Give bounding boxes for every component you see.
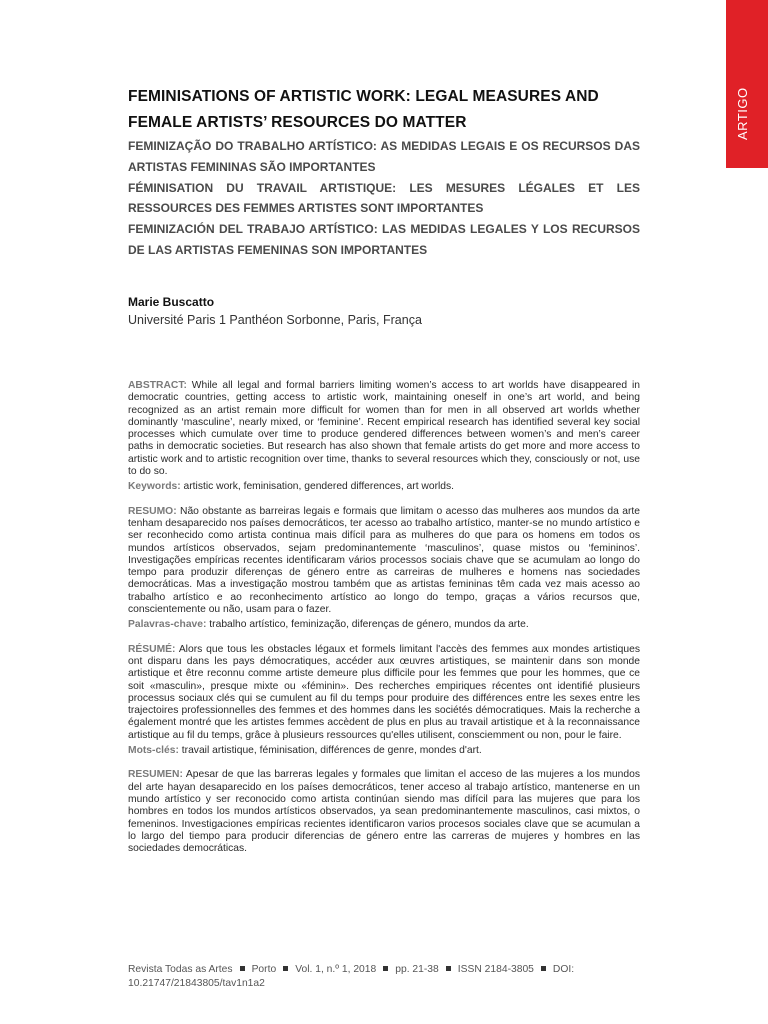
keywords-french-text: travail artistique, féminisation, différences de genre, mondes d'art.: [178, 745, 482, 757]
section-tab-label: ARTIGO: [735, 87, 750, 140]
footer-doi-label: DOI:: [552, 964, 575, 975]
abstract-portuguese-label: RESUMO:: [128, 505, 177, 517]
abstract-portuguese-text: Não obstante as barreiras legais e formais que limitam o acesso das mulheres aos mundos da arte tenham desaparecido nos países democráticos, ter acesso ao trabalho artístico, manter-se no mundo artístico e ser reconhecido como artista continua mais difícil para as mulheres do que para os homens em todos os mundos artísticos observados, sejam predominantemente ‘masculinos’, quase mistos ou ‘femininos’. Investigações empíricas recentes identificaram vários processos sociais chave que se acumulam ao longo do tempo para produzir diferenças de género entre as carreiras de mulheres e homens nas sociedades democráticas. Mas a investigação mostrou também que as artistas femininas têm cada vez mais acesso ao trabalho artístico e ao reconhecimento artístico ao longo do tempo, graças a vários recursos que, conscientemente ou não, usam para o fazer.: [128, 505, 640, 616]
article-title-line-2: FEMALE ARTISTS’ RESOURCES DO MATTER: [128, 114, 467, 131]
keywords-french: [128, 745, 640, 757]
footer-city: Porto: [251, 964, 277, 975]
abstract-portuguese-body: [128, 506, 640, 617]
abstract-spanish-body: [128, 769, 640, 855]
abstract-spanish-text: Apesar de que las barreras legales y formales que limitan el acceso de las mujeres a los mundos del arte hayan desaparecido en los países democráticos, tener acceso al trabajo artístico, mantenerse en un mundo artístico y ser reconocido como artista continúan siendo mas difícil para las mujeres que para los hombres en todos los mundos artísticos observados, ya sean predominantemente masculinos, casi mixtos, o femeninos. Investigaciones empíricas recientes identificaron varios procesos sociales clave que se acumulan a lo largo del tiempo para producir diferencias de género entre las carreras de mujeres y hombres en las sociedades democráticas.: [128, 769, 640, 855]
separator-square-icon: [283, 966, 288, 971]
separator-square-icon: [446, 966, 451, 971]
abstract-portuguese: [128, 506, 640, 632]
abstracts: [128, 380, 640, 855]
article-header: [128, 84, 640, 867]
author-affiliation: Université Paris 1 Panthéon Sorbonne, Paris, França: [128, 313, 422, 327]
abstract-spanish-label: RESUMEN:: [128, 769, 183, 781]
subtitle-french: FÉMINISATION DU TRAVAIL ARTISTIQUE: LES MESURES LÉGALES ET LES RESSOURCES DES FEMMES ARTISTES SONT IMPORTANTES: [128, 180, 640, 215]
subtitle-portuguese: FEMINIZAÇÃO DO TRABALHO ARTÍSTICO: AS MEDIDAS LEGAIS E OS RECURSOS DAS ARTISTAS FEMININAS SÃO IMPORTANTES: [128, 139, 640, 174]
footer-issn: ISSN 2184-3805: [457, 964, 534, 975]
footer-journal: Revista Todas as Artes: [128, 964, 233, 975]
abstract-english-label: ABSTRACT:: [128, 380, 187, 391]
keywords-english: [128, 481, 640, 493]
keywords-french-label: Mots-clés:: [128, 745, 179, 757]
keywords-portuguese-label: Palavras-chave:: [128, 619, 207, 631]
article-title-line-1: FEMINISATIONS OF ARTISTIC WORK: LEGAL MEASURES AND: [128, 88, 599, 105]
page-footer: [128, 963, 640, 991]
article-title: [128, 84, 640, 136]
footer-pages: pp. 21-38: [395, 964, 439, 975]
abstract-english: [128, 380, 640, 494]
keywords-portuguese-text: trabalho artístico, feminização, diferenças de género, mundos da arte.: [206, 619, 529, 631]
author-name: Marie Buscatto: [128, 295, 215, 309]
author-block: [128, 294, 640, 330]
abstract-french-text: Alors que tous les obstacles légaux et formels limitant l'accès des femmes aux mondes artistiques ont disparu dans les pays démocratiques, accéder aux œuvres artistiques, se maintenir dans son monde artistique et être reconnu comme artiste demeure plus difficile pour les femmes que pour les hommes, que ce soit «masculin», presque mixte ou «féminin». Des recherches empiriques récentes ont identifié plusieurs processus sociaux clés qui se cumulent au fil du temps pour produire des différences entre les sexes entre les trajectoires professionnelles des femmes et des hommes dans les sociétés démocratiques. Mais la recherche a également montré que les artistes femmes accèdent de plus en plus au travail artistique et à la reconnaissance artistique au fil du temps, grâce à plusieurs ressources qu'elles utilisent, consciemment ou non, pour le faire.: [128, 643, 640, 741]
abstract-french-body: [128, 644, 640, 742]
subtitle-spanish: FEMINIZACIÓN DEL TRABAJO ARTÍSTICO: LAS MEDIDAS LEGALES Y LOS RECURSOS DE LAS ARTISTAS FEMENINAS SON IMPORTANTES: [128, 222, 640, 257]
abstract-english-body: [128, 380, 640, 478]
section-tab: [726, 0, 768, 168]
footer-volume: Vol. 1, n.º 1, 2018: [295, 964, 377, 975]
separator-square-icon: [383, 966, 388, 971]
abstract-french-label: RÉSUMÉ:: [128, 643, 176, 655]
separator-square-icon: [541, 966, 546, 971]
abstract-spanish: [128, 769, 640, 855]
abstract-english-text: While all legal and formal barriers limiting women’s access to art worlds have disappeared in democratic countries, getting access to artistic work, maintaining oneself in one’s art world, and being recognized as an artist remain more difficult for women than for men in all observed art worlds whether dominantly ‘masculine’, nearly mixed, or ‘feminine’. Recent empirical research has identified several key social processes which cumulate over time to produce gendered differences between women’s and men’s career paths in democratic societies. But research has also shown that female artists do get more and more access to artistic work and to artistic recognition over time, thanks to several resources which they, consciously or not, use to do so.: [128, 380, 640, 478]
keywords-portuguese: [128, 619, 640, 631]
separator-square-icon: [240, 966, 245, 971]
footer-doi-link[interactable]: 10.21747/21843805/tav1n1a2: [128, 978, 265, 989]
keywords-english-text: artistic work, feminisation, gendered differences, art worlds.: [180, 481, 455, 493]
abstract-french: [128, 644, 640, 758]
keywords-english-label: Keywords:: [128, 481, 181, 493]
